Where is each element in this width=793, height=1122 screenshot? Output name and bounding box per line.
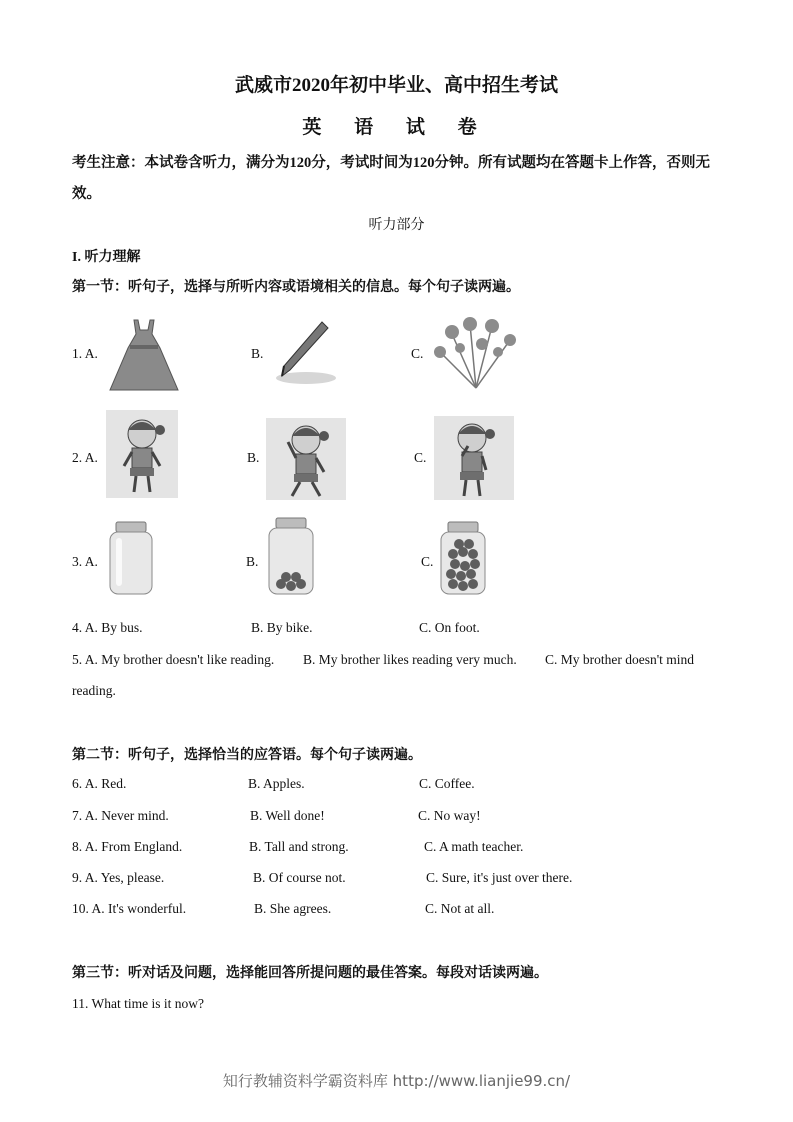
exam-notice: 考生注意：本试卷含听力，满分为120分，考试时间为120分钟。所有试题均在答题卡上作答，否则无效。 [72,155,710,202]
flowers-image [432,316,518,390]
jar-few-candies-image [265,516,317,596]
girl-waving-image [266,418,346,500]
section-i-heading: I. 听力理解 [72,250,141,265]
jar-full-candies-image [437,520,489,596]
q7-option-c: C. No way! [418,808,481,823]
q10-option-c: C. Not at all. [425,901,495,916]
q3-option-c-label: C. [421,554,434,569]
q8-option-c: C. A math teacher. [424,839,524,854]
q8-option-b: B. Tall and strong. [249,839,349,854]
q1-option-c-label: C. [411,346,424,361]
exam-subtitle: 英 语 试 卷 [302,117,491,138]
q10-option-a: 10. A. It's wonderful. [72,901,187,916]
q5-option-a: 5. A. My brother doesn't like reading. [72,652,275,667]
q7-option-b: B. Well done! [250,808,325,823]
q4-option-b: B. By bike. [251,620,313,635]
q1-option-b-label: B. [251,346,264,361]
q6-option-b: B. Apples. [248,776,305,791]
exam-title: 武威市2020年初中毕业、高中招生考试 [234,75,558,96]
q5-option-c: C. My brother doesn't mind [545,652,695,667]
q3-option-a-label: 3. A. [72,554,98,569]
section3-heading: 第三节：听对话及问题，选择能回答所提问题的最佳答案。每段对话读两遍。 [72,966,548,981]
q2-option-b-label: B. [247,450,260,465]
listening-part-heading: 听力部分 [368,218,425,233]
section1-heading: 第一节：听句子，选择与所听内容或语境相关的信息。每个句子读两遍。 [72,280,520,295]
q10-option-b: B. She agrees. [254,901,332,916]
pen-image [268,318,340,386]
dress-image [106,318,182,394]
q11-question: 11. What time is it now? [72,996,204,1011]
empty-jar-image [106,520,156,596]
q6-option-a: 6. A. Red. [72,776,127,791]
q2-option-c-label: C. [414,450,427,465]
q5-option-c-continued: reading. [72,683,116,698]
q4-option-a: 4. A. By bus. [72,620,143,635]
girl-standing-image [106,410,178,498]
q3-option-b-label: B. [246,554,259,569]
q4-option-c: C. On foot. [419,620,480,635]
q8-option-a: 8. A. From England. [72,839,183,854]
section2-heading: 第二节：听句子，选择恰当的应答语。每个句子读两遍。 [72,748,422,763]
q7-option-a: 7. A. Never mind. [72,808,169,823]
q6-option-c: C. Coffee. [419,776,475,791]
q9-option-c: C. Sure, it's just over there. [426,870,573,885]
girl-thinking-image [434,416,514,500]
q9-option-a: 9. A. Yes, please. [72,870,165,885]
footer-watermark: 知行教辅资料学霸资料库 http://www.lianjie99.cn/ [222,1072,571,1090]
q5-option-b: B. My brother likes reading very much. [303,652,517,667]
q2-option-a-label: 2. A. [72,450,98,465]
q1-option-a-label: 1. A. [72,346,98,361]
q9-option-b: B. Of course not. [253,870,346,885]
